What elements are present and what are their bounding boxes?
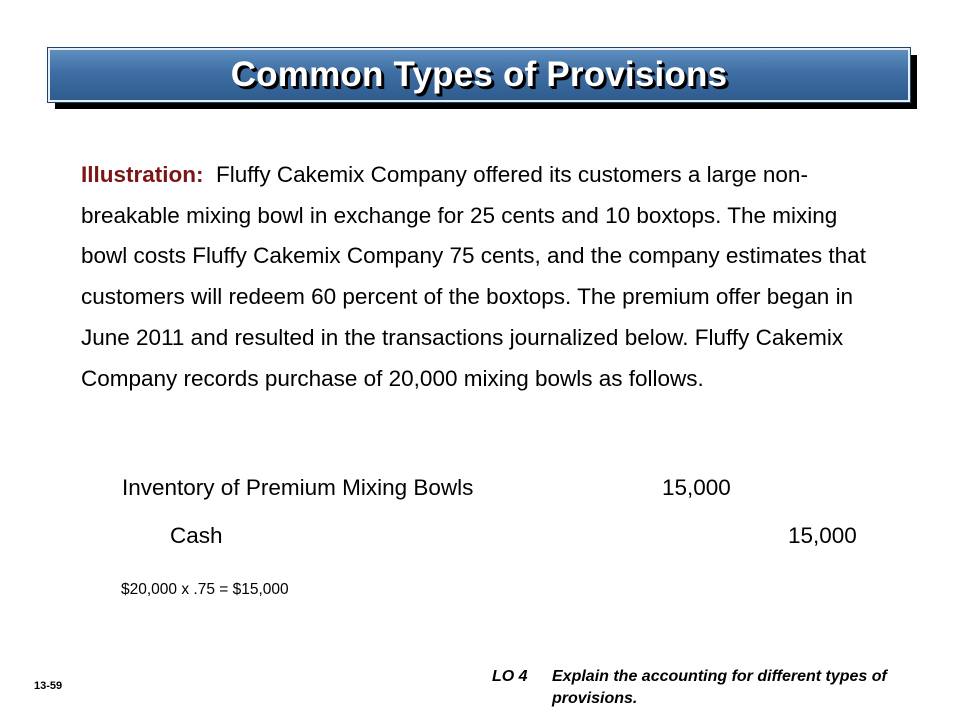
journal-credit-amount: 15,000 bbox=[788, 523, 857, 548]
calculation-note: $20,000 x .75 = $15,000 bbox=[121, 581, 289, 598]
title-bar bbox=[48, 48, 910, 102]
slide-title: Common Types of Provisions bbox=[230, 55, 728, 94]
illustration-label: Illustration: bbox=[81, 162, 204, 187]
learning-objective-text: Explain the accounting for different types of provisions. bbox=[552, 668, 887, 707]
journal-debit-account: Inventory of Premium Mixing Bowls bbox=[122, 475, 474, 500]
illustration-text: Fluffy Cakemix Company offered its customers a large non-breakable mixing bowl in exchange for 25 cents and 10 boxtops. The mixing bowl costs Fluffy Cakemix Company 75 cents, and the company estimates that customers will redeem 60 percent of the boxtops. The premium offer began in June 2011 and resulted in the transactions journalized below. Fluffy Cakemix Company records purchase of 20,000 mixing bowls as follows. bbox=[81, 162, 866, 391]
slide-number: 13-59 bbox=[34, 680, 63, 692]
journal-debit-amount: 15,000 bbox=[662, 475, 731, 500]
learning-objective-tag: LO 4 bbox=[492, 668, 528, 685]
illustration-paragraph bbox=[81, 155, 881, 399]
journal-credit-account: Cash bbox=[170, 523, 223, 548]
